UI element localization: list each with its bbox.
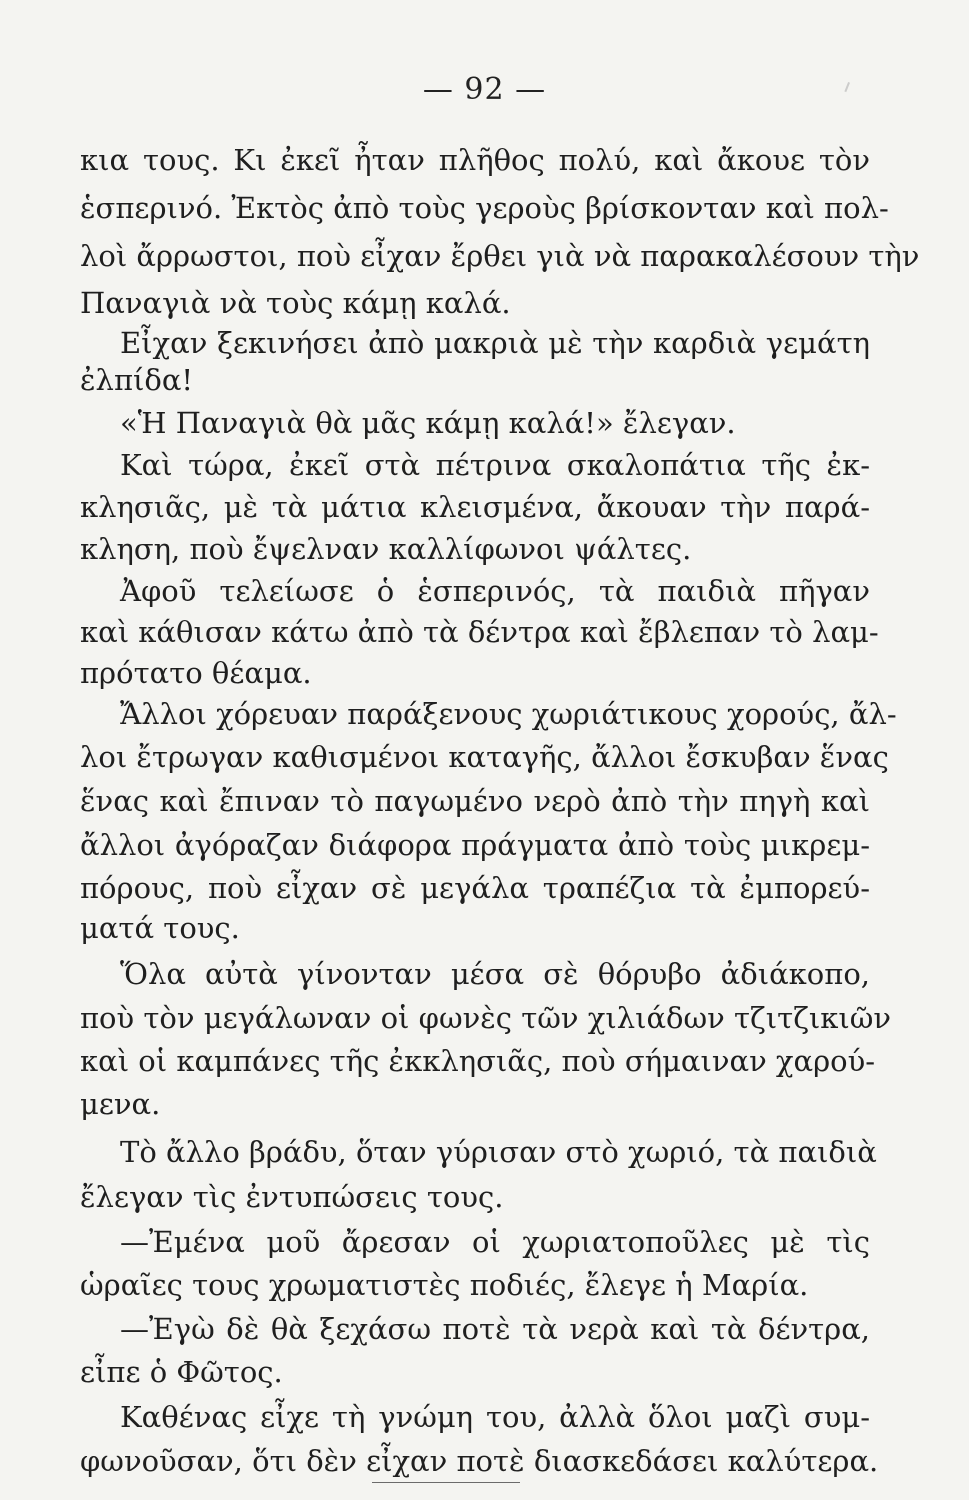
text-line: ματά τους. [80, 911, 240, 945]
text-line: λοὶ ἄρρωστοι, ποὺ εἶχαν ἔρθει γιὰ νὰ παρακαλέσουν τὴν [80, 239, 920, 273]
text-line: Καὶ τώρα, ἐκεῖ στὰ πέτρινα σκαλοπάτια τῆς ἐκ- [120, 448, 870, 482]
text-line: μενα. [80, 1087, 161, 1121]
text-line: ποὺ τὸν μεγάλωναν οἱ φωνὲς τῶν χιλιάδων τζιτζικιῶν [80, 1001, 892, 1035]
text-line: Ἄλλοι χόρευαν παράξενους χωριάτικους χορούς, ἄλ- [120, 697, 897, 731]
text-line: ἕνας καὶ ἔπιναν τὸ παγωμένο νερὸ ἀπὸ τὴν πηγὴ καὶ [80, 784, 870, 818]
text-line: «Ἡ Παναγιὰ θὰ μᾶς κάμῃ καλά!» ἔλεγαν. [120, 406, 736, 440]
text-line: καὶ οἱ καμπάνες τῆς ἐκκλησιᾶς, ποὺ σήμαιναν χαρού- [80, 1044, 876, 1078]
text-line: ἄλλοι ἀγόραζαν διάφορα πράγματα ἀπὸ τοὺς μικρεμ- [80, 828, 870, 862]
text-line: πρότατο θέαμα. [80, 656, 312, 690]
text-line: Ὅλα αὐτὰ γίνονταν μέσα σὲ θόρυβο ἀδιάκοπο, [120, 957, 870, 991]
text-line: Καθένας εἶχε τὴ γνώμη του, ἀλλὰ ὅλοι μαζὶ συμ- [120, 1400, 870, 1434]
text-line: καὶ κάθισαν κάτω ἀπὸ τὰ δέντρα καὶ ἔβλεπαν τὸ λαμ- [80, 615, 879, 649]
text-line: κλησιᾶς, μὲ τὰ μάτια κλεισμένα, ἄκουαν τὴν παρά- [80, 490, 870, 524]
text-line: κια τους. Κι ἐκεῖ ἦταν πλῆθος πολύ, καὶ ἄκουε τὸν [80, 143, 870, 177]
text-line: κληση, ποὺ ἔψελναν καλλίφωνοι ψάλτες. [80, 532, 692, 566]
text-line: Τὸ ἄλλο βράδυ, ὅταν γύρισαν στὸ χωριό, τὰ παιδιὰ [120, 1135, 877, 1169]
page-number: — 92 — [422, 72, 547, 107]
text-line: Ἀφοῦ τελείωσε ὁ ἑσπερινός, τὰ παιδιὰ πῆγαν [120, 574, 870, 608]
text-line: —Ἐγὼ δὲ θὰ ξεχάσω ποτὲ τὰ νερὰ καὶ τὰ δέντρα, [120, 1312, 870, 1346]
text-line: —Ἐμένα μοῦ ἄρεσαν οἱ χωριατοποῦλες μὲ τὶς [120, 1225, 870, 1259]
text-line: ἔλεγαν τὶς ἐντυπώσεις τους. [80, 1180, 504, 1214]
bottom-rule [372, 1482, 520, 1483]
text-line: ὡραῖες τους χρωματιστὲς ποδιές, ἔλεγε ἡ Μαρία. [80, 1268, 809, 1302]
text-line: λοι ἔτρωγαν καθισμένοι καταγῆς, ἄλλοι ἔσκυβαν ἕνας [80, 740, 889, 774]
text-line: ἑσπερινό. Ἐκτὸς ἀπὸ τοὺς γεροὺς βρίσκονταν καὶ πολ- [80, 191, 889, 225]
text-line: Παναγιὰ νὰ τοὺς κάμῃ καλά. [80, 286, 511, 320]
text-line: φωνοῦσαν, ὅτι δὲν εἶχαν ποτὲ διασκεδάσει καλύτερα. [80, 1444, 879, 1478]
text-line: Εἶχαν ξεκινήσει ἀπὸ μακριὰ μὲ τὴν καρδιὰ γεμάτη [120, 326, 870, 360]
text-line: ἐλπίδα! [80, 363, 194, 397]
text-line: πόρους, ποὺ εἶχαν σὲ μεγάλα τραπέζια τὰ ἐμπορεύ- [80, 871, 870, 905]
text-line: εἶπε ὁ Φῶτος. [80, 1355, 283, 1389]
